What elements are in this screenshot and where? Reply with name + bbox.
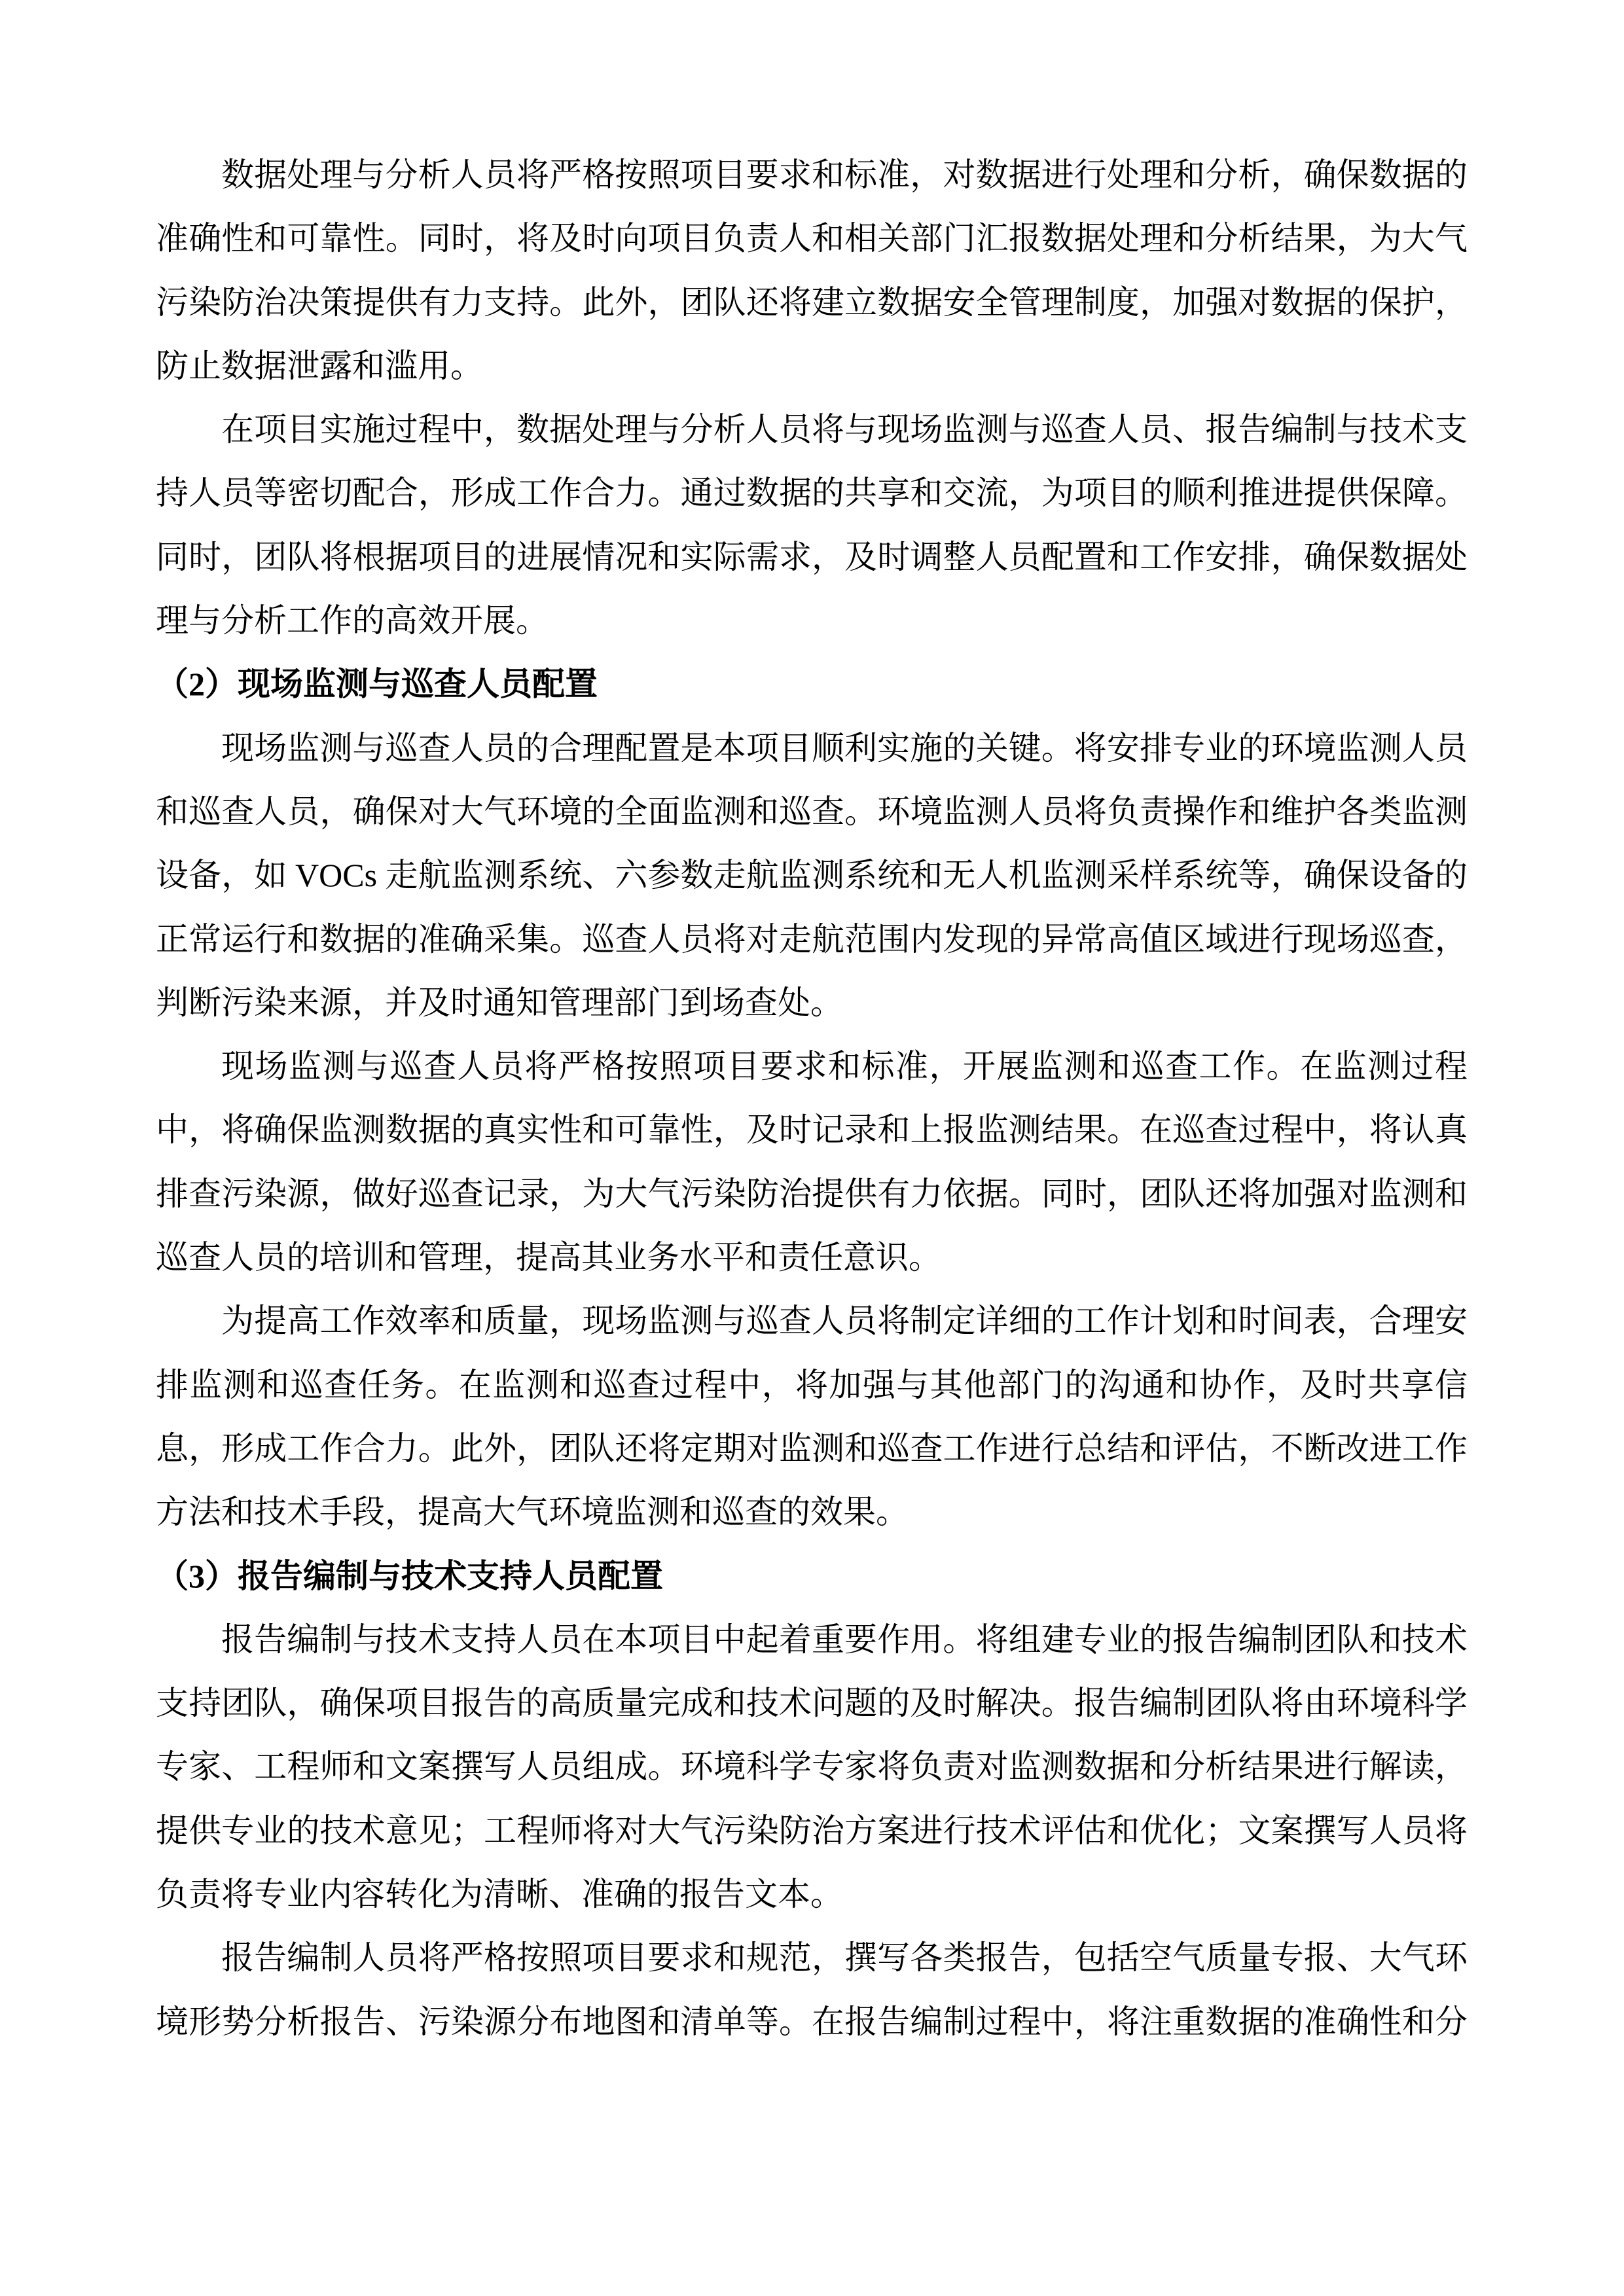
text-line: 准确性和可靠性。同时，将及时向项目负责人和相关部门汇报数据处理和分析结果，为大气: [156, 220, 1468, 257]
text-line: 排查污染源，做好巡查记录，为大气污染防治提供有力依据。同时，团队还将加强对监测和: [156, 1175, 1468, 1212]
text-line: 支持团队，确保项目报告的高质量完成和技术问题的及时解决。报告编制团队将由环境科学: [156, 1685, 1468, 1722]
text-line: 境形势分析报告、污染源分布地图和清单等。在报告编制过程中，将注重数据的准确性和分: [156, 2003, 1468, 2040]
text-line: 息，形成工作合力。此外，团队还将定期对监测和巡查工作进行总结和评估，不断改进工作: [156, 1429, 1468, 1467]
text-line: 和巡查人员，确保对大气环境的全面监测和巡查。环境监测人员将负责操作和维护各类监测: [156, 793, 1468, 830]
text-line: 中，将确保监测数据的真实性和可靠性，及时记录和上报监测结果。在巡查过程中，将认真: [156, 1111, 1468, 1149]
text-line: 报告编制与技术支持人员在本项目中起着重要作用。将组建专业的报告编制团队和技术: [221, 1621, 1468, 1658]
text-line: 在项目实施过程中，数据处理与分析人员将与现场监测与巡查人员、报告编制与技术支: [221, 411, 1468, 448]
text-line: 判断污染来源，并及时通知管理部门到场查处。: [156, 984, 843, 1021]
text-line: 提供专业的技术意见；工程师将对大气污染防治方案进行技术评估和优化；文案撰写人员将: [156, 1812, 1468, 1849]
text-line: 污染防治决策提供有力支持。此外，团队还将建立数据安全管理制度，加强对数据的保护，: [156, 283, 1468, 321]
section-heading: （2）现场监测与巡查人员配置: [156, 666, 598, 703]
text-line: 负责将专业内容转化为清晰、准确的报告文本。: [156, 1876, 843, 1913]
text-line: 防止数据泄露和滥用。: [156, 347, 483, 384]
text-line: 方法和技术手段，提高大气环境监测和巡查的效果。: [156, 1494, 909, 1531]
text-line: 理与分析工作的高效开展。: [156, 602, 549, 639]
document-body: [156, 143, 1468, 2054]
text-line: 现场监测与巡查人员将严格按照项目要求和标准，开展监测和巡查工作。在监测过程: [221, 1048, 1468, 1085]
text-line: 持人员等密切配合，形成工作合力。通过数据的共享和交流，为项目的顺利推进提供保障。: [156, 475, 1468, 512]
text-line: 现场监测与巡查人员的合理配置是本项目顺利实施的关键。将安排专业的环境监测人员: [221, 729, 1468, 766]
section-heading: （3）报告编制与技术支持人员配置: [156, 1557, 663, 1594]
text-line: 为提高工作效率和质量，现场监测与巡查人员将制定详细的工作计划和时间表，合理安: [221, 1302, 1468, 1340]
text-line: 排监测和巡查任务。在监测和巡查过程中，将加强与其他部门的沟通和协作，及时共享信: [156, 1366, 1468, 1403]
text-line: 巡查人员的培训和管理，提高其业务水平和责任意识。: [156, 1239, 941, 1276]
text-line: 报告编制人员将严格按照项目要求和规范，撰写各类报告，包括空气质量专报、大气环: [221, 1939, 1468, 1977]
text-line: 正常运行和数据的准确采集。巡查人员将对走航范围内发现的异常高值区域进行现场巡查，: [156, 920, 1468, 958]
text-line: 设备，如 VOCs 走航监测系统、六参数走航监测系统和无人机监测采样系统等，确保设备的: [156, 857, 1468, 894]
text-line: 同时，团队将根据项目的进展情况和实际需求，及时调整人员配置和工作安排，确保数据处: [156, 538, 1468, 575]
text-line: 专家、工程师和文案撰写人员组成。环境科学专家将负责对监测数据和分析结果进行解读，: [156, 1748, 1468, 1785]
text-line: 数据处理与分析人员将严格按照项目要求和标准，对数据进行处理和分析，确保数据的: [221, 156, 1468, 193]
